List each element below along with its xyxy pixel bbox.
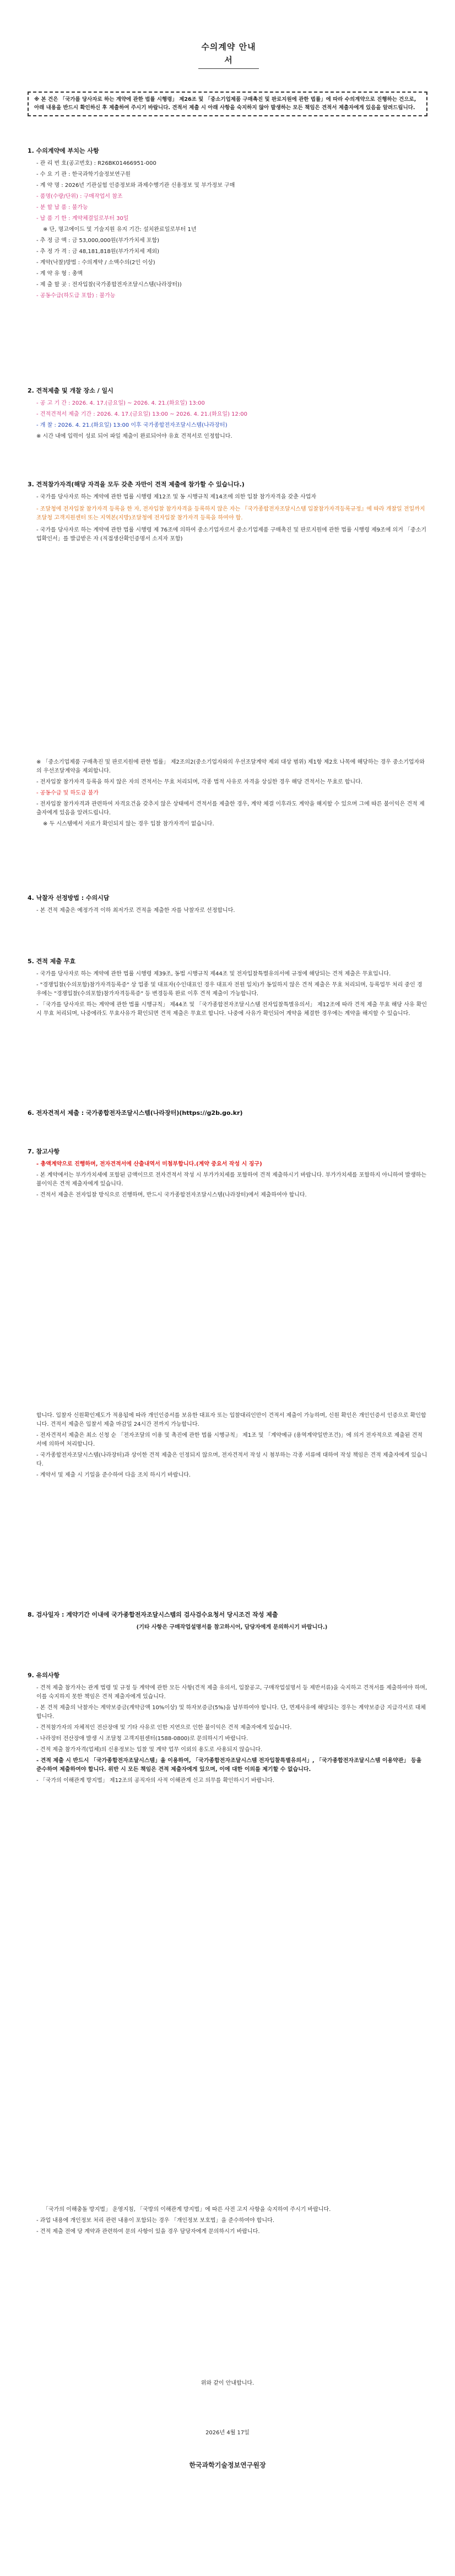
section-2-heading: 2. 견적제출 및 개찰 장소 / 일시 [28,387,113,394]
page-title: 수의계약 안내서 [198,40,259,69]
section-3-heading: 3. 견적참가자격(해당 자격을 모두 갖춘 자만이 견적 제출에 참가할 수 있습니다.) [28,481,245,488]
s7-line: - 계약서 및 제출 시 기일을 준수하여 다음 조치 하시기 바랍니다. [36,1472,191,1478]
s1-line: - 납 품 기 한 : 계약체결일로부터 30일 [36,215,129,222]
s2-line: ※ 시간 내에 입력이 성료 되어 파일 제출이 완료되어야 유효 견적서로 인정합니다. [36,433,232,439]
s7-line: - 총액계약으로 진행하며, 전자견적서에 산출내역서 미첨부합니다.(계약 중요서 작성 시 징구) [36,1161,262,1167]
s1-line: - 계 약 유 형 : 총액 [36,270,83,277]
section-7-heading: 7. 참고사항 [28,1148,60,1155]
section-6-heading: 6. 전자견적서 제출 : 국가종합전자조달시스템(나라장터)(https://g2b.go.kr) [28,1109,243,1117]
section-7-continued [28,1412,427,1482]
s9-line: - 견적 제출 참가자는 관계 법령 및 규정 등 계약에 관한 모든 사항(견적 제출 유의서, 입찰공고, 구매작업설명서 등 제반서류)을 숙지하고 견적서를 제출하여야 하며, 이를 숙지하지 못한 책임은 견적 제출자에게 있습니다. [36,1684,427,1700]
s9-line: - 견적 제출 참가자격(업체)의 신용정보는 입찰 및 계약 업무 이외의 용도로 사용되지 않습니다. [36,1746,263,1753]
s1-line: ※ 단, 명고에이드 및 기술지원 유지 기간: 설치완료일로부터 1년 [43,226,197,233]
section-6 [28,1108,427,1121]
s3-note: - 전자입찰 참가자격 등록을 하지 않은 자의 견적서는 무효 처리되며, 각종 법적 사유로 자격을 상실한 경우 해당 견적서는 무효로 합니다. [36,779,363,785]
notice-box: ※ 본 건은 「국가를 당사자로 하는 계약에 관한 법률 시행령」 제26조 및 「중소기업제품 구매촉진 및 판로지원에 관한 법률」에 따라 수의계약으로 진행하는 건으로, 아래 내용을 반드시 확인하신 후 제출하여 주시기 바랍니다. 견적서 제출 시 아래 사항을 숙지하지 않아 발생하는 모든 책임은 견적서 제출자에게 있음을 알려드립니다. [28,92,427,116]
section-5-heading: 5. 견적 제출 무효 [28,958,76,965]
section-3-notes [28,758,427,831]
section-7 [28,1147,427,1202]
s5-line: - 국가를 당사자로 하는 계약에 관한 법률 시행령 제39조, 동법 시행규칙 제44조 및 전자입찰특별유의서에 규정에 해당되는 견적 제출은 무효입니다. [36,970,391,977]
s3-paragraph: - 국가를 당사자로 하는 계약에 관한 법률 시행령 제12조 및 동 시행규칙 제14조에 의한 입찰 참가자격을 갖춘 사업자 [36,493,317,500]
title-block [198,40,259,69]
s3-note: ※ 「중소기업제품 구매촉진 및 판로지원에 관한 법률」 제2조의2(중소기업자와의 우선조달계약 제외 대상 범위) 제1항 제2호 나목에 해당하는 경우 중소기업자와의 우선조달계약을 제외합니다. [36,759,425,774]
s3-note: ※ 두 시스템에서 자료가 확인되지 않는 경우 입찰 참가자격이 없습니다. [43,821,214,827]
s1-line: - 추 정 금 액 : 금 53,000,000원(부가가치세 포함) [36,237,160,244]
s7-line: - 국가종합전자조달시스템(나라장터)과 상이한 견적 제출은 인정되지 않으며, 전자견적서 작성 시 첨부하는 각종 서류에 대하여 작성 책임은 견적 제출자에게 있습니다. [36,1452,427,1467]
s1-line: - 분 할 납 품 : 불가능 [36,204,88,211]
s1-line: - 수 요 기 관 : 한국과학기술정보연구원 [36,171,131,178]
s9-line: - 견적참가자의 자체적인 전산장애 및 기타 사유로 인한 지연으로 인한 불이익은 견적 제출자에게 있습니다. [36,1724,292,1731]
section-4 [28,893,427,917]
s1-line: - 계약(낙찰)방법 : 수의계약 / 소액수의(2인 이상) [36,259,155,266]
section-9 [28,1671,427,1788]
s9-line: - 견적 제출 시 반드시 「국가종합전자조달시스템」을 이용하여, 「국가종합전자조달시스템 전자입찰특별유의서」, 「국가종합전자조달시스템 이용약관」 등을 준수하여 제출하여야 합니다. 위반 시 모든 책임은 견적 제출자에게 있으며, 이에 대한 이의를 제기할 수 없습니다. [36,1757,422,1773]
s9-line: - 「국가의 이해관계 방지법」 제12조의 공직자의 사적 이해관계 신고 의무를 확인하시기 바랍니다. [36,1777,274,1784]
s4-line: - 본 견적 제출은 예정가격 이하 최저가로 견적을 제출한 자를 낙찰자로 선정합니다. [36,907,235,914]
s1-line: - 계 약 명 : 2026년 기관실험 인증정보와 과제수행기관 신용정보 및 부가정보 구매 [36,182,235,189]
section-3 [28,480,427,546]
section-8-heading: 8. 검사일자 : 계약기간 이내에 국가종합전자조달시스템의 검사검수요청서 당시조건 작성 제출 [28,1611,278,1618]
section-9-heading: 9. 유의사항 [28,1672,60,1679]
closing-text: 위와 같이 안내합니다. [201,2380,254,2386]
s9-line: - 본 견적 제출의 낙찰자는 계약보증금(계약금액 10%이상) 및 하자보증금(5%)을 납부하여야 합니다. 단, 면제사유에 해당되는 경우는 계약보증금 지급각서로 대체합니다. [36,1704,426,1720]
s2-line: - 견적견적서 제출 기간 : 2026. 4. 17.(금요일) 13:00 ~ 2026. 4. 21.(화요일) 12:00 [36,411,247,417]
s3-paragraph: - 국가를 당사자로 하는 계약에 관한 법률 시행령 제 76조에 의하여 중소기업자로서 중소기업제품 구매촉진 및 판로지원에 관한 법률 시행령 제9조에 의거 「중소기업확인서」를 발급받은 자 (직접생산확인증명서 소지자 포함) [36,527,427,542]
section-5 [28,957,427,1021]
section-8 [28,1610,427,1634]
s1-line: - 공동수급(하도급 포함) : 불가능 [36,292,116,299]
s5-line: - "경쟁입찰(수의포함)참가자격등록증" 상 업종 및 대표자(수인대표인 경우 대표자 전원 일치)가 동일하지 않은 견적 제출은 무효 처리되며, 등록업무 처리 중인 경우에는 "경쟁입찰(수의포함)참가자격등록증" 등 변경등록 완료 이후 견적 제출이 가능합니다. [36,981,422,997]
section-1 [28,146,427,303]
section-4-heading: 4. 낙찰자 선정방법 : 수의시담 [28,894,110,901]
section-9-continued [28,2205,427,2239]
s3-paragraph: - 조달청에 전자입찰 참가자격 등록을 한 자, 전자입찰 참가자격을 등록하지 않은 자는 『국가종합전자조달시스템 입찰참가자격등록규정』에 따라 개찰일 전일까지 조달청 고객지원센터 또는 지역본(지방)조달청에 전자입찰 참가자격 등록을 하여야 함. [36,506,425,521]
s2-line: - 공 고 기 간 : 2026. 4. 17.(금요일) ~ 2026. 4. 21.(화요일) 13:00 [36,400,205,406]
s9-note: 「국가의 이해충돌 방지법」 운영지침, 「국방의 이해관계 방지법」에 따른 사전 고지 사항을 숙지하여 주시기 바랍니다. [43,2207,331,2213]
s9-line: - 견적 제출 전에 당 계약과 관련하여 문의 사항이 있을 경우 담당자에게 문의하시기 바랍니다. [36,2229,260,2235]
s1-line: - 관 리 번 호(공고번호) : R26BK01466951-000 [36,160,156,167]
section-1-heading: 1. 수의계약에 부치는 사항 [28,147,99,154]
s1-line: - 제 출 할 곳 : 전자입찰(국가종합전자조달시스템(나라장터)) [36,281,182,288]
s1-line: - 품명(수량/단위) : 구매작업서 참조 [36,193,123,200]
s9-line: - 과업 내용에 개인정보 처리 관련 내용이 포함되는 경우 「개인정보 보호법」을 준수하여야 합니다. [36,2218,275,2224]
s2-line: - 개 찰 : 2026. 4. 21.(화요일) 13:00 이후 국가종합전자조달시스템(나라장터) [36,422,228,428]
s3-note: - 전자입찰 참가자격과 관련하여 자격요건을 갖추지 않은 상태에서 견적서를 제출한 경우, 계약 체결 이후라도 계약을 해지할 수 있으며 그에 따른 불이익은 견적 제출자에게 있음을 알려드립니다. [36,801,425,816]
s8-sub: (기타 사항은 구매작업설명서를 참고하시어, 담당자에게 문의하시기 바랍니다.) [136,1624,328,1630]
s9-line: - 나라장터 전산장애 발생 시 조달청 고객지원센터(1588-0800)로 문의하시기 바랍니다. [36,1735,248,1742]
s7-line: - 전자견적서 제출은 최소 신청 순 「전자조달의 이용 및 촉진에 관한 법률 시행규칙」 제1조 및 「계약예규 (용역계약일반조건)」에 의거 전자적으로 제출된 견적서에 의하여 처리합니다. [36,1432,422,1447]
s7-line: - 견적서 제출은 전자입찰 방식으로 진행하며, 반드시 국가종합전자조달시스템(나라장터)에서 제출하여야 합니다. [36,1192,307,1198]
s7-line: 합니다. 입찰자 신원확인제도가 적용됨에 따라 개인인증서를 보유한 대표자 또는 입찰대리인만이 견적서 제출이 가능하며, 신원 확인은 개인인증서 인증으로 확인합니다. 견적서 제출은 입찰서 제출 마감일 24시간 전까지 가능합니다. [36,1413,426,1427]
s3-note: - 공동수급 및 하도급 불가 [36,790,99,796]
section-2 [28,386,427,443]
closing-date: 2026년 4월 17일 [205,2430,250,2436]
closing-org: 한국과학기술정보연구원장 [189,2461,266,2469]
s5-line: - 「국가를 당사자로 하는 계약에 관한 법률 시행규칙」 제44조 및 「국가종합전자조달시스템 전자입찰특별유의서」 제12조에 따라 견적 제출 무효 해당 사유 확인 시 무효 처리되며, 나중에라도 무효사유가 확인되면 견적 제출은 무효로 합니다. 나중에 사유가 확인되어 계약을 체결한 경우에는 계약을 해지할 수 있습니다. [36,1001,427,1017]
s1-line: - 추 정 가 격 : 금 48,181,818원(부가가치세 제외) [36,248,160,255]
s7-line: - 본 계약에서는 부가가치세에 포함된 금액이므로 전자견적서 작성 시 부가가치세를 포함하여 견적 제출하시기 바랍니다. 부가가치세를 포함하지 아니하여 발생하는 불이익은 견적 제출자에게 있습니다. [36,1172,427,1187]
